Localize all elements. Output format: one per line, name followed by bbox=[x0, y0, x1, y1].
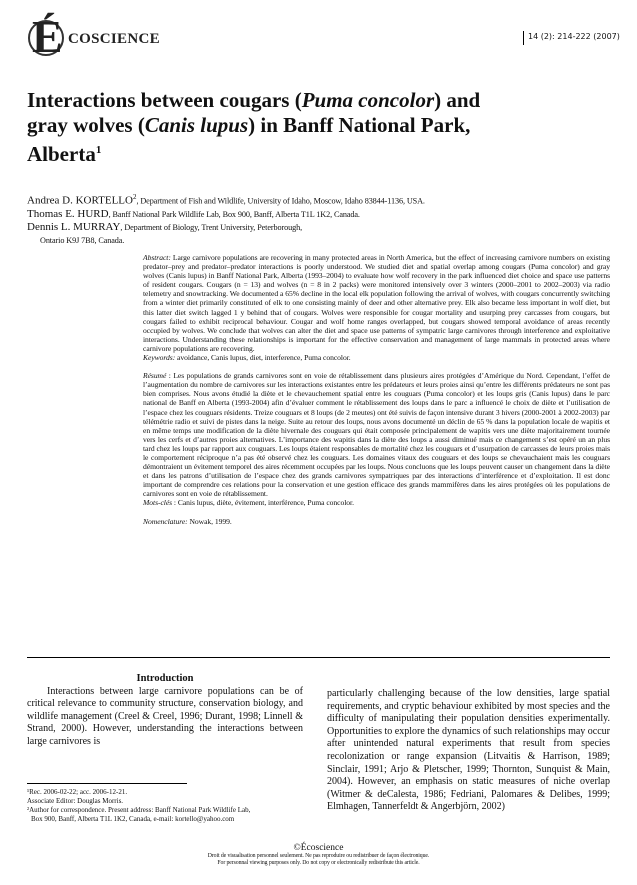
article-title: Interactions between cougars (Puma concolor) and gray wolves (Canis lupus) in Banff National Park, Alberta$^1$ bbox=[27, 88, 481, 166]
intro-paragraph-left: Interactions between large carnivore populations can be of critical relevance to community structure, conservation biology, and wildlife management (Creel & Creel, 1996; Durant, 1998; Linnell & Strand, 2000). However, understanding the interactions between large carnivores is bbox=[27, 685, 303, 747]
footnotes bbox=[27, 788, 303, 824]
usage-notice-en: For personnal viewing purposes only. Do not copy or electronically redistribute this article. bbox=[217, 860, 420, 866]
abstract-block bbox=[143, 253, 610, 526]
page-footer bbox=[0, 843, 637, 867]
journal-citation: 14 (2): 214-222 (2007) bbox=[528, 32, 620, 41]
right-column bbox=[327, 688, 610, 814]
footnote-address: Box 900, Banff, Alberta T1L 1K2, Canada, e-mail: kortello@yahoo.com bbox=[31, 815, 235, 823]
footnote-editor: Associate Editor: Douglas Morris. bbox=[27, 797, 124, 805]
journal-logo bbox=[28, 11, 160, 62]
author-entry: Andrea D. KORTELLO$^2$, Department of Fish and Wildlife, University of Idaho, Moscow, Idaho 83844-1136, USA. bbox=[27, 193, 425, 207]
nomenclature: Nomenclature: Nowak, 1999. bbox=[143, 516, 232, 526]
author-affiliation-continued: Ontario K9J 7B8, Canada. bbox=[40, 235, 125, 245]
footnote-divider bbox=[27, 783, 187, 784]
header-divider bbox=[523, 31, 524, 45]
publisher-copyright: ©Écoscience bbox=[293, 843, 344, 853]
author-list bbox=[27, 191, 587, 247]
title-footnote-marker: 1 bbox=[95, 144, 102, 156]
section-heading-introduction: Introduction bbox=[136, 673, 194, 684]
footnote-correspondence: ²Author for correspondence. Present address: Banff National Park Wildlife Lab, bbox=[27, 806, 251, 814]
intro-paragraph-right: particularly challenging because of the low densities, large spatial requirements, and cryptic behaviour exhibited by most species and the difficulty of manipulating their population densities experimentally. Opportunities to explore the dynamics of such relationships may occur after unintended natural experiments that result from species recolonization or range expansion (Litvaitis & Harrison, 1989; Sinclair, 1991; Arjo & Pletscher, 1999; Thornton, Sunquist & Main, 2004). However, an emphasis on static measures of niche overlap (Witmer & deCalesta, 1986; Fedriani, Palomares & Delibes, 1999; Elmhagen, Tannerfeldt & Angerbjörn, 2002) bbox=[327, 688, 610, 813]
keywords-en: Keywords: avoidance, Canis lupus, diet, interference, Puma concolor. bbox=[143, 353, 351, 363]
abstract-fr: Résumé : Les populations de grands carnivores sont en voie de rétablissement dans plusieurs aires protégées d’Amérique du Nord. Cependant, l’effet de l’augmentation du nombre de carnivores sur les interactions existantes entre les prédateurs et leurs proies ainsi qu’entre les différents prédateurs ne sont pas bien comprises. Nous avons étudié la diète et le chevauchement spatial entre les couguars (Puma concolor) et les loups gris (Canis lupus) dans le parc national de Banff en Alberta (1993-2004) afin d’évaluer comment le rétablissement des loups dans le parc a influencé le choix de diète et l’utilisation de l’espace chez les couguars résidents. Treize couguars et 8 loups (de 2 meutes) ont été suivis de façon intensive durant 3 hivers (2000-2001 à 2002-2003) par télémétrie radio et suivi de pistes dans la neige. Suite au retour des loups, nous avons documenté un déclin de 65 % dans la population locale de wapitis et en même temps une modification de la diète hivernale des couguars qui était composée principalement de wapitis vers une diète majoritairement tournée vers les cerfs et d’autres proies alternatives. L’importance des wapitis dans la diète des loups a aussi diminué mais ce changement s’est opéré un an plus tard chez les loups par rapport aux couguars. Les loups étaient responsables de mortalité chez les couguars et d’usurpation de carcasses de leurs proies mais le comportement réciproque n’a pas été observé chez les couguars. Les domaines vitaux des couguars et des loups se chevauchaient mais les couguars démontraient un évitement temporel des aires récemment occupées par les loups. Nous concluons que les loups peuvent causer un changement dans la diète et dans les patrons d’utilisation de l’espace chez des grands carnivores sympatriques par des interactions d’interférence et d’exploitation. Il est donc important de comprendre ces relations pour la conservation et une gestion efficace des grands mammifères dans les aires protégées où les populations de carnivores sont en voie de rétablissement. bbox=[143, 371, 610, 499]
keywords-fr: Mots-clés : Canis lupus, diète, évitement, interférence, Puma concolor. bbox=[143, 498, 354, 508]
footnote-received: ¹Rec. 2006-02-22; acc. 2006-12-21. bbox=[27, 788, 128, 796]
section-divider bbox=[27, 657, 610, 658]
abstract-en: Abstract: Large carnivore populations are recovering in many protected areas in North America, but the effect of increasing carnivore numbers on existing predator–prey and predator–predator interactions is poorly understood. We studied diet and spatial overlap among cougars (Puma concolor) and gray wolves (Canis lupus) in Banff National Park, Alberta (1993–2004) to evaluate how wolf recovery in the park influenced diet choice and space use patterns of resident cougars. Cougars (n = 13) and wolves (n = 8 in 2 packs) were monitored intensively over 3 winters (2000–2001 to 2002–2003) via radio telemetry and snowtracking. We documented a 65% decline in the local elk population following the arrival of wolves, with cougars concurrently switching from a winter diet primarily constituted of elk to one consisting mainly of deer and other alternative prey. Elk also became less important in wolf diet, but this latter diet switch lagged 1 y behind that of cougars. Wolves were responsible for cougar mortality and usurping prey carcasses from cougars, but cougars failed to exhibit reciprocal behaviour. Cougar and wolf home ranges overlapped, but cougars showed temporal avoidance of areas recently occupied by wolves. We conclude that wolves can alter the diet and space use patterns of sympatric large carnivores through interference and exploitative interactions. Understanding these relationships is important for the effective conservation and management of large mammals in protected areas where carnivore populations are recovering. bbox=[143, 253, 610, 353]
logo-initial: É bbox=[32, 11, 63, 62]
logo-text: COSCIENCE bbox=[68, 31, 160, 47]
usage-notice-fr: Droit de visualisation personnel seulement. Ne pas reproduire ou redistribuer de façon électronique. bbox=[207, 853, 430, 859]
author-entry: Dennis L. MURRAY, Department of Biology, Trent University, Peterborough, bbox=[27, 220, 303, 233]
author-entry: Thomas E. HURD, Banff National Park Wildlife Lab, Box 900, Banff, Alberta T1L 1K2, Canada. bbox=[27, 207, 360, 220]
left-column bbox=[27, 673, 303, 749]
